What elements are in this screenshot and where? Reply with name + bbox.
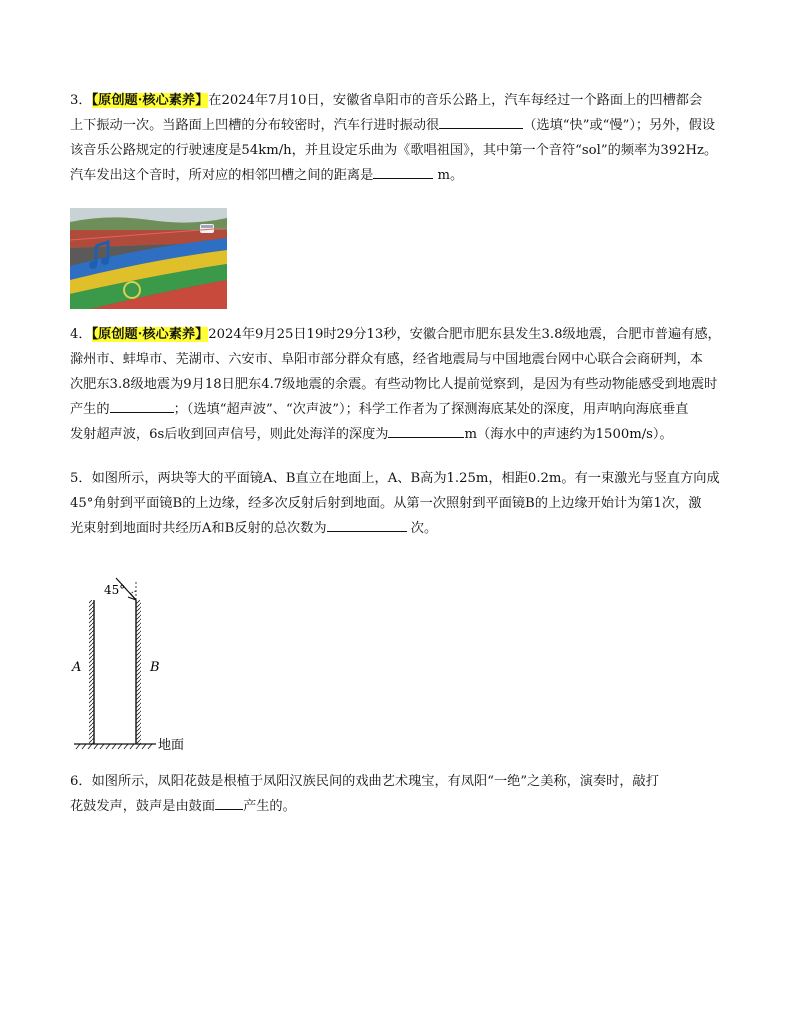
q5-line-2	[70, 491, 730, 516]
q5-text-2: 45°角射到平面镜B的上边缘，经多次反射后射到地面。从第一次照射到平面镜B的上边缘开始计为第1次，激	[70, 496, 702, 511]
q3-text-5: 汽车发出这个音时，所对应的相邻凹槽之间的距离是	[70, 168, 374, 183]
mirror-b-hatch	[136, 600, 141, 744]
q4-line-5	[70, 422, 730, 447]
q6-blank-1[interactable]	[215, 794, 243, 810]
q3-line-3	[70, 138, 730, 163]
q3-blank-2[interactable]	[373, 163, 433, 179]
q5-text-4: 次。	[406, 521, 438, 536]
q6-line-1	[70, 769, 730, 794]
question-6	[70, 769, 730, 819]
q5-text-3: 光束射到地面时共经历A和B反射的总次数为	[70, 521, 327, 536]
q3-tag: 【原创题·核心素养】	[91, 93, 209, 108]
q4-text-1: 2024年9月25日19时29分13秒，安徽合肥市肥东县发生3.8级地震，合肥市普遍有感，	[208, 327, 721, 342]
angle-label: 45°	[104, 583, 126, 597]
q4-line-4	[70, 397, 730, 422]
q5-line-1	[70, 466, 730, 491]
q4-text-6: 发射超声波，6s后收到回声信号，则此处海洋的深度为	[70, 427, 389, 442]
question-3	[70, 88, 730, 188]
mirror-a-label: A	[72, 660, 82, 675]
q5-blank-1[interactable]	[327, 516, 407, 532]
question-5	[70, 466, 730, 541]
q5-line-3	[70, 516, 730, 541]
q4-line-1	[70, 322, 730, 347]
q4-text-3: 次肥东3.8级地震为9月18日肥东4.7级地震的余震。有些动物比人提前觉察到，是因为有些动物能感受到地震时	[70, 377, 718, 392]
q3-text-4: 该音乐公路规定的行驶速度是54km/h，并且设定乐曲为《歌唱祖国》，其中第一个音符“sol”的频率为392Hz。	[70, 143, 718, 158]
q4-line-3	[70, 372, 730, 397]
q6-line-2	[70, 794, 730, 819]
question-4	[70, 322, 730, 447]
q3-blank-1[interactable]	[439, 113, 523, 129]
q3-text-1: 在2024年7月10日，安徽省阜阳市的音乐公路上，汽车每经过一个路面上的凹槽都会	[208, 93, 703, 108]
q3-line-1	[70, 88, 730, 113]
mirror-a-hatch	[89, 600, 94, 744]
q3-text-3: （选填“快”或“慢”）；另外，假设	[523, 118, 716, 133]
q6-text-1: 6．如图所示，凤阳花鼓是根植于凤阳汉族民间的戏曲艺术瑰宝，有凤阳“一绝”之美称，演奏时，敲打	[70, 774, 659, 789]
mirror-b-label: B	[150, 660, 160, 675]
ground-label: 地面	[158, 738, 185, 753]
q4-text-5: ；（选填“超声波”、“次声波”）；科学工作者为了探测海底某处的深度，用声呐向海底垂直	[173, 402, 689, 417]
q4-blank-1[interactable]	[110, 397, 174, 413]
ground-hatch	[76, 744, 152, 749]
laser-arrow	[128, 593, 136, 600]
q4-blank-2[interactable]	[388, 422, 464, 438]
q6-text-2: 花鼓发声，鼓声是由鼓面	[70, 799, 216, 814]
q4-tag: 【原创题·核心素养】	[91, 327, 209, 342]
q3-text-2: 上下振动一次。当路面上凹槽的分布较密时，汽车行进时振动很	[70, 118, 440, 133]
q4-text-7: m（海水中的声速约为1500m/s）。	[464, 427, 673, 442]
q3-text-6: m。	[433, 168, 464, 183]
q5-text-1: 5．如图所示，两块等大的平面镜A、B直立在地面上，A、B高为1.25m，相距0.2m。有一束激光与竖直方向成	[70, 471, 720, 486]
q3-line-4	[70, 163, 730, 188]
q3-line-2	[70, 113, 730, 138]
q4-text-2: 滁州市、蚌埠市、芜湖市、六安市、阜阳市部分群众有感，经省地震局与中国地震台网中心联合会商研判，本	[70, 352, 703, 367]
q4-number: 4．	[70, 327, 92, 342]
q4-text-4: 产生的	[70, 402, 110, 417]
q3-number: 3．	[70, 93, 92, 108]
music-road-photo	[70, 208, 227, 309]
mirror-diagram	[60, 560, 210, 760]
q6-text-3: 产生的。	[243, 799, 296, 814]
q4-line-2	[70, 347, 730, 372]
